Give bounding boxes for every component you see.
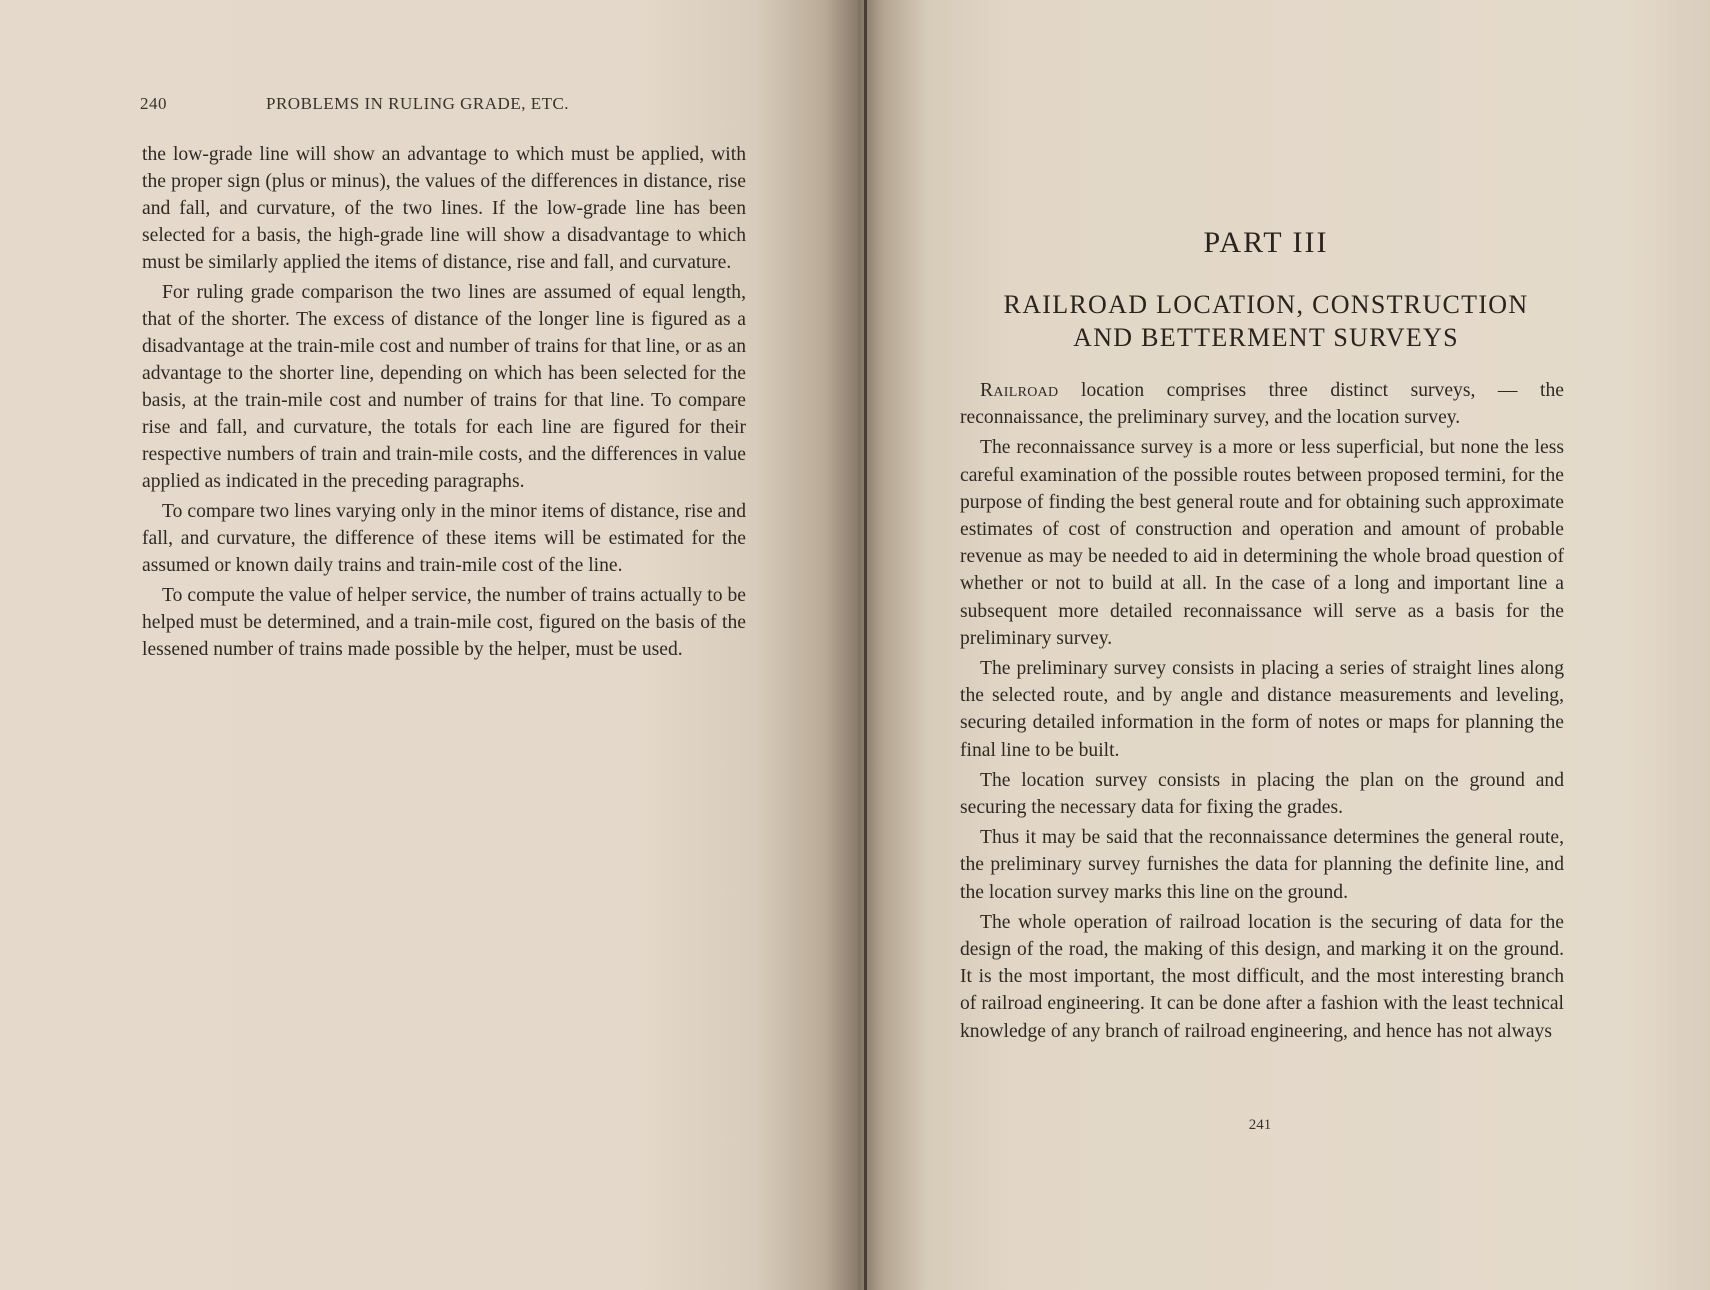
part-title — [960, 288, 1572, 354]
running-head — [140, 94, 760, 114]
part-title-line: AND BETTERMENT SURVEYS — [1073, 323, 1459, 352]
running-head-title: PROBLEMS IN RULING GRADE, ETC. — [266, 94, 570, 113]
paragraph: To compare two lines varying only in the minor items of distance, rise and fall, and curvature, the difference of these items will be estimated for the assumed or known daily trains and train-mile cost of the line. — [142, 501, 746, 576]
part-heading: PART III — [1203, 226, 1329, 259]
paragraph: The preliminary survey consists in placing a series of straight lines along the selected route, and by angle and distance measurements and leveling, securing detailed information in the form of notes or maps for planning the final line to be built. — [960, 658, 1564, 761]
paragraph: Thus it may be said that the reconnaissance determines the general route, the preliminary survey furnishes the data for planning the definite line, and the location survey marks this line on the ground. — [960, 827, 1564, 903]
left-page-number: 240 — [140, 94, 167, 113]
paragraph: The location survey consists in placing the plan on the ground and securing the necessary data for fixing the grades. — [960, 769, 1564, 819]
right-page-text — [960, 374, 1564, 1045]
part-title-line: RAILROAD LOCATION, CONSTRUCTION — [1003, 290, 1529, 319]
book-gutter — [864, 0, 867, 1290]
lead-word: Railroad — [980, 380, 1059, 401]
paragraph: To compute the value of helper service, the number of trains actually to be helped must be determined, and a train-mile cost, figured on the basis of the lessened number of trains made possible by the helper, must be used. — [142, 585, 746, 660]
paragraph — [960, 377, 1564, 431]
paragraph: For ruling grade comparison the two lines are assumed of equal length, that of the shorter. The excess of distance of the longer line is figured as a disadvantage at the train-mile cost and number of trains for that line, or as an advantage to the shorter line, depending on which has been selected for the basis, at the train-mile cost and number of trains for that line. To compare rise and fall, and curvature, the totals for each line are figured for their respective numbers of train and train-mile costs, and the differences in value applied as indicated in the preceding paragraphs. — [142, 282, 746, 492]
paragraph-rest: location comprises three distinct surveys, — the reconnaissance, the preliminary survey, and the location survey. — [960, 380, 1564, 429]
right-page-number: 241 — [1248, 1117, 1272, 1133]
paragraph: The reconnaissance survey is a more or less superficial, but none the less careful examination of the possible routes between proposed termini, for the purpose of finding the best general route and for obtaining such approximate estimates of cost of construction and operation and amount of probable revenue as may be needed to aid in determining the whole broad question of whether or not to build at all. In the case of a long and important line a subsequent more detailed reconnaissance will serve as a basis for the preliminary survey. — [960, 437, 1564, 649]
paragraph: The whole operation of railroad location is the securing of data for the design of the road, the making of this design, and marking it on the ground. It is the most important, the most difficult, and the most interesting branch of railroad engineering. It can be done after a fashion with the least technical knowledge of any branch of railroad engineering, and hence has not always — [960, 911, 1564, 1042]
paragraph: the low-grade line will show an advantage to which must be applied, with the proper sign (plus or minus), the values of the differences in distance, rise and fall, and curvature, of the two lines. If the low-grade line has been selected for a basis, the high-grade line will show a disadvantage to which must be similarly applied the items of distance, rise and fall, and curvature. — [142, 144, 746, 273]
left-page-text — [142, 141, 746, 663]
